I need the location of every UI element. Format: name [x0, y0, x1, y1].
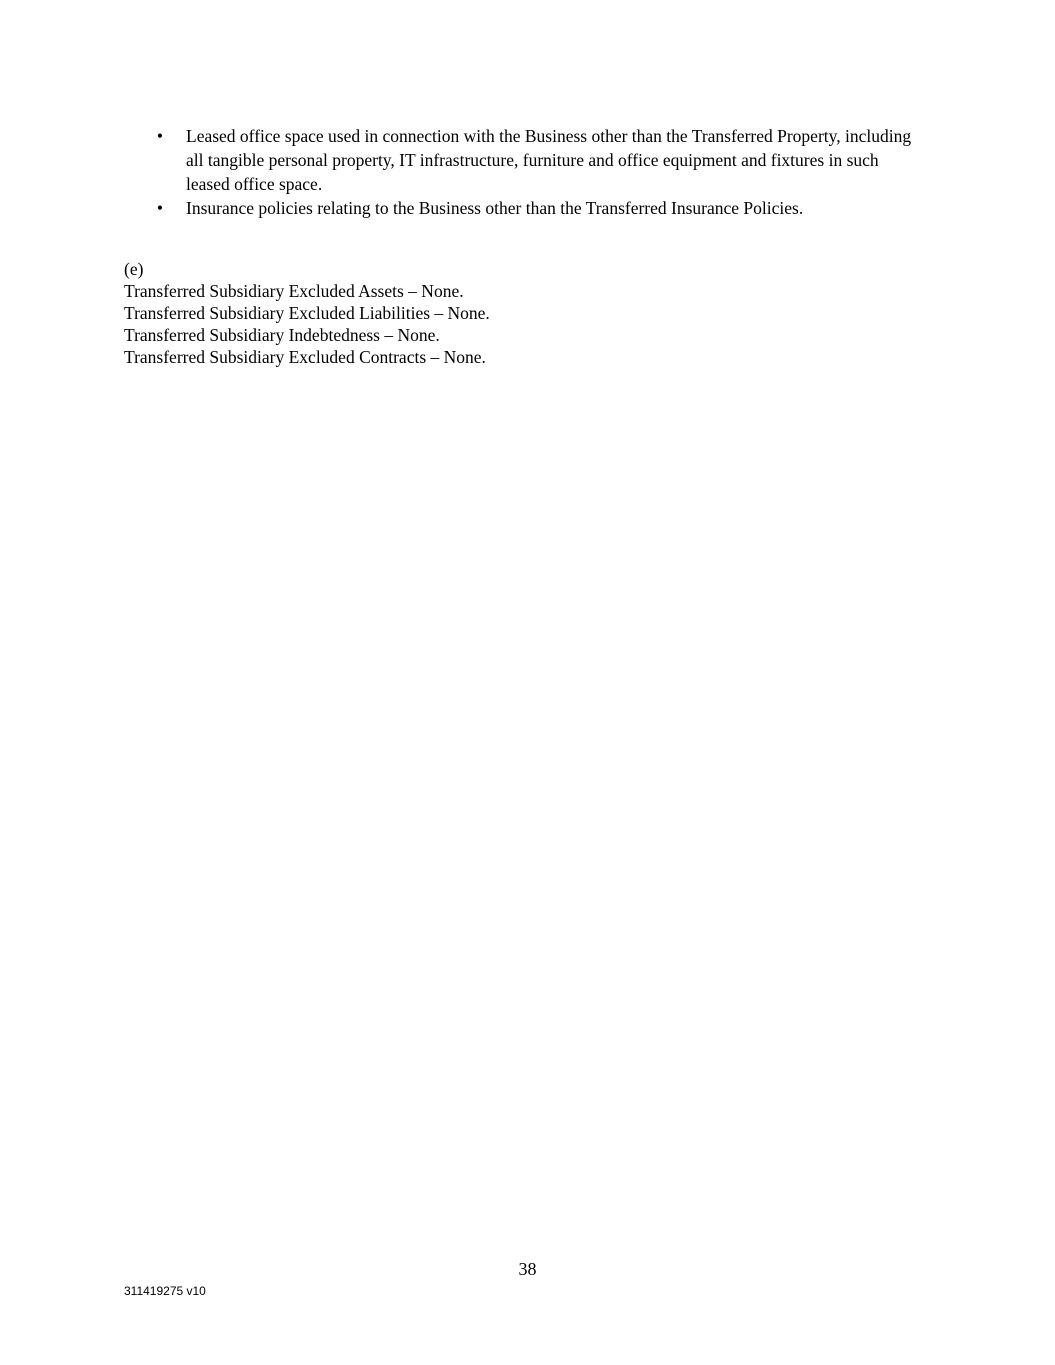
- bullet-text: Insurance policies relating to the Business other than the Transferred Insurance Policies.: [186, 198, 804, 218]
- bullet-marker: •: [156, 198, 164, 218]
- page-number: 38: [518, 1259, 537, 1279]
- excluded-contracts-line: Transferred Subsidiary Excluded Contracts – None.: [124, 347, 486, 367]
- excluded-assets-line: Transferred Subsidiary Excluded Assets – None.: [124, 281, 464, 301]
- indebtedness-line: Transferred Subsidiary Indebtedness – None.: [124, 325, 440, 345]
- section-label: (e): [124, 259, 144, 279]
- bullet-text: Leased office space used in connection with the Business other than the Transferred Property, including all tangible personal property, IT infrastructure, furniture and office equipment and fixtures in such leased office space.: [186, 126, 912, 194]
- bullet-item-insurance-policies: [154, 196, 914, 220]
- document-id: 311419275 v10: [124, 1284, 206, 1298]
- bullet-item-leased-office: [154, 124, 914, 196]
- excluded-liabilities-line: Transferred Subsidiary Excluded Liabilities – None.: [124, 303, 490, 323]
- bullet-list: [154, 124, 914, 220]
- bullet-marker: •: [156, 126, 164, 146]
- section-e: [124, 258, 490, 368]
